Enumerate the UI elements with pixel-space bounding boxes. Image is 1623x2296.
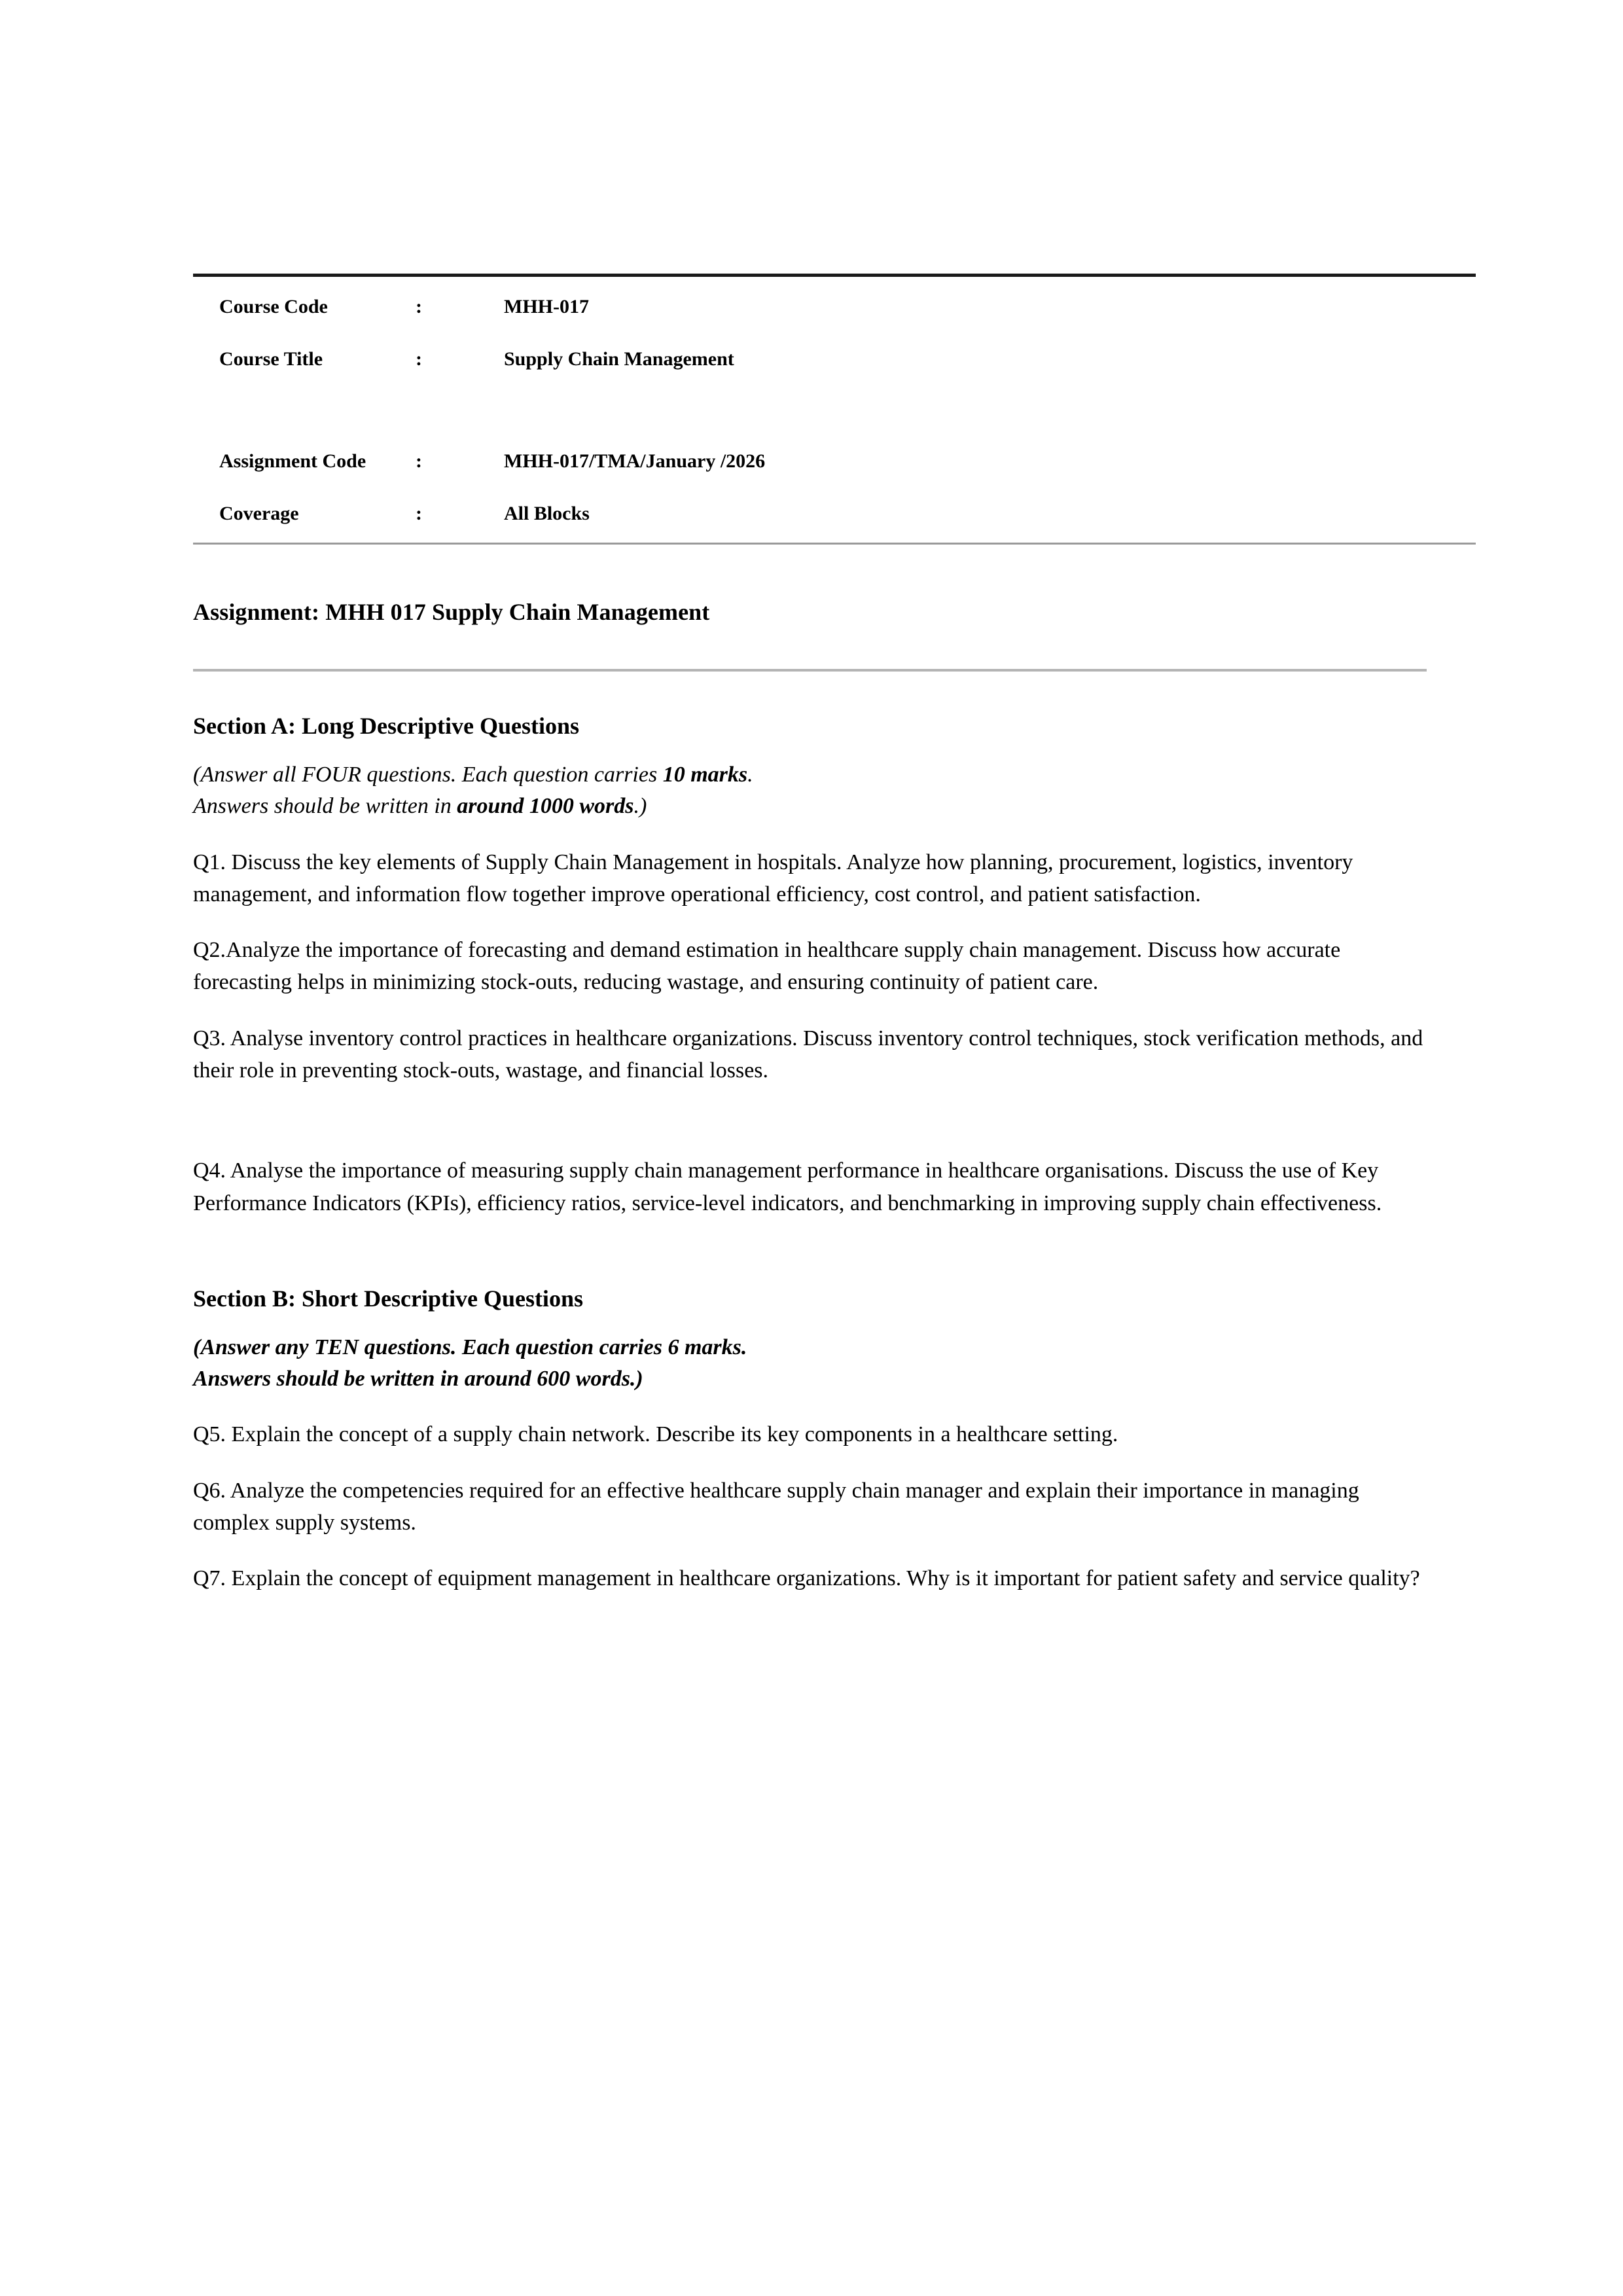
course-code-colon: : bbox=[416, 296, 422, 317]
section-b-heading: Section B: Short Descriptive Questions bbox=[193, 1285, 583, 1312]
coverage-value: All Blocks bbox=[504, 503, 590, 524]
section-a-instructions bbox=[193, 759, 1430, 823]
course-title-value: Supply Chain Management bbox=[504, 348, 734, 370]
section-a-instruction-marks: 10 marks bbox=[662, 762, 748, 787]
coverage-label: Coverage bbox=[219, 503, 299, 524]
page-content bbox=[193, 0, 1430, 1595]
question-q6: Q6. Analyze the competencies required for an effective healthcare supply chain manager and explain their importance in managing complex supply systems. bbox=[193, 1478, 1359, 1535]
table-row bbox=[193, 410, 1476, 488]
assignment-code-colon: : bbox=[416, 450, 422, 472]
question-q4: Q4. Analyse the importance of measuring supply chain management performance in healthcare organisations. Discuss the use of Key Performance Indicators (KPIs), efficiency ratios, service-level indicators, and benchmarking in improving supply chain effectiveness. bbox=[193, 1158, 1382, 1215]
title-divider bbox=[193, 669, 1427, 672]
question-q2: Q2.Analyze the importance of forecasting and demand estimation in healthcare supply chain management. Discuss how accurate forecasting helps in minimizing stock-outs, reducing wastage, and ensuring continuity of patient care. bbox=[193, 938, 1341, 995]
table-row bbox=[193, 488, 1476, 544]
course-meta-table bbox=[193, 274, 1476, 545]
section-a-instruction-line1-plain: (Answer all FOUR questions. Each question carries bbox=[193, 762, 663, 787]
question-q3: Q3. Analyse inventory control practices in healthcare organizations. Discuss inventory control techniques, stock verification methods, and their role in preventing stock-outs, wastage, and financial losses. bbox=[193, 1026, 1423, 1083]
question-q7: Q7. Explain the concept of equipment management in healthcare organizations. Why is it important for patient safety and service quality? bbox=[193, 1566, 1420, 1591]
course-code-value: MHH-017 bbox=[504, 296, 589, 317]
coverage-colon: : bbox=[416, 503, 422, 524]
section-b-instruction-line1: (Answer any TEN questions. Each question carries 6 marks. bbox=[193, 1335, 747, 1359]
table-row bbox=[193, 276, 1476, 334]
section-b-block bbox=[193, 1285, 1430, 1595]
section-a-instruction-line2-plain: Answers should be written in bbox=[193, 794, 457, 819]
section-a-instruction-words: around 1000 words bbox=[457, 794, 634, 819]
assignment-code-value: MHH-017/TMA/January /2026 bbox=[504, 450, 766, 472]
course-title-label: Course Title bbox=[219, 348, 323, 370]
page-title: Assignment: MHH 017 Supply Chain Management bbox=[193, 599, 710, 625]
course-code-label: Course Code bbox=[219, 296, 328, 317]
question-q1: Q1. Discuss the key elements of Supply Chain Management in hospitals. Analyze how planning, procurement, logistics, inventory management, and information flow together improve operational efficiency, cost control, and patient satisfaction. bbox=[193, 850, 1353, 906]
course-title-colon: : bbox=[416, 348, 422, 370]
section-a-instruction-line1-tail: . bbox=[747, 762, 753, 787]
section-b-instruction-line2: Answers should be written in around 600 words.) bbox=[193, 1367, 643, 1391]
question-q5: Q5. Explain the concept of a supply chain network. Describe its key components in a healthcare setting. bbox=[193, 1422, 1118, 1447]
section-b-instructions bbox=[193, 1332, 1430, 1395]
section-a-heading: Section A: Long Descriptive Questions bbox=[193, 713, 579, 739]
section-a-instruction-line2-tail: .) bbox=[633, 794, 647, 819]
table-row bbox=[193, 333, 1476, 410]
assignment-code-label: Assignment Code bbox=[219, 450, 366, 472]
